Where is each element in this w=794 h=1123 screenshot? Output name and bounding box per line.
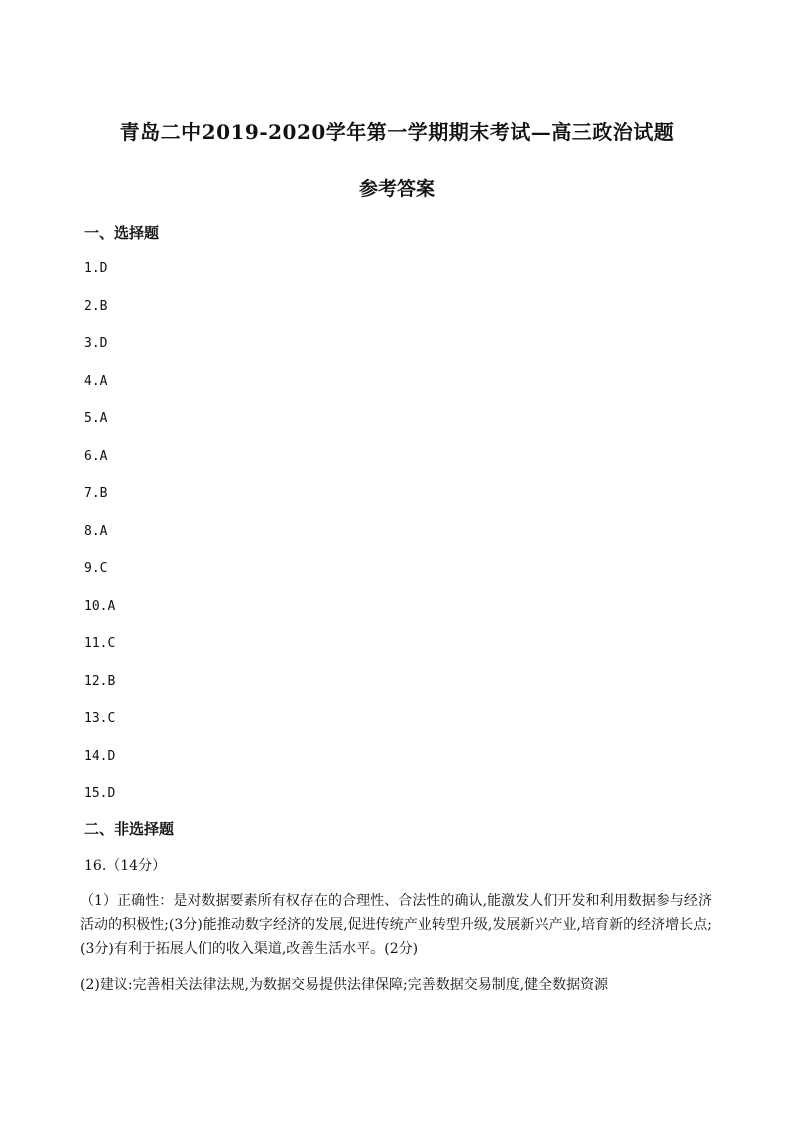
section-heading-multiple-choice: 一、选择题 [84,224,160,242]
answer-item: 6.A [84,448,108,464]
document-title: 青岛二中2019-2020学年第一学期期末考试—高三政治试题 [119,120,675,144]
question-16-header: 16.（14分） [84,858,167,874]
answer-item: 4.A [84,373,108,389]
answer-item: 10.A [84,598,116,614]
answer-item: 1.D [84,261,108,276]
question-16-part-2: (2)建议:完善相关法律法规,为数据交易提供法律保障;完善数据交易制度,健全数据资源 [80,977,609,993]
answer-item: 3.D [84,336,108,351]
answer-item: 13.C [84,711,116,726]
answer-item: 2.B [84,298,108,314]
question-16-part-1: （1）正确性：是对数据要素所有权存在的合理性、合法性的确认,能激发人们开发和利用数据参与经济活动的积极性;(3分)能推动数字经济的发展,促进传统产业转型升级,发展新兴产业,培育新的经济增长点;(3分)有利于拓展人们的收入渠道,改善生活水平。(2分) [80,893,712,957]
answer-item: 5.A [84,411,108,426]
answer-item: 11.C [84,636,116,651]
document-subtitle: 参考答案 [358,178,435,200]
answer-item: 15.D [84,786,116,801]
answer-item: 12.B [84,673,116,689]
answer-item: 8.A [84,523,108,539]
answer-item: 7.B [84,486,108,501]
answer-item: 14.D [84,748,116,764]
answer-item: 9.C [84,561,108,576]
answer-list [84,259,115,822]
section-heading-non-multiple-choice: 二、非选择题 [84,820,175,838]
